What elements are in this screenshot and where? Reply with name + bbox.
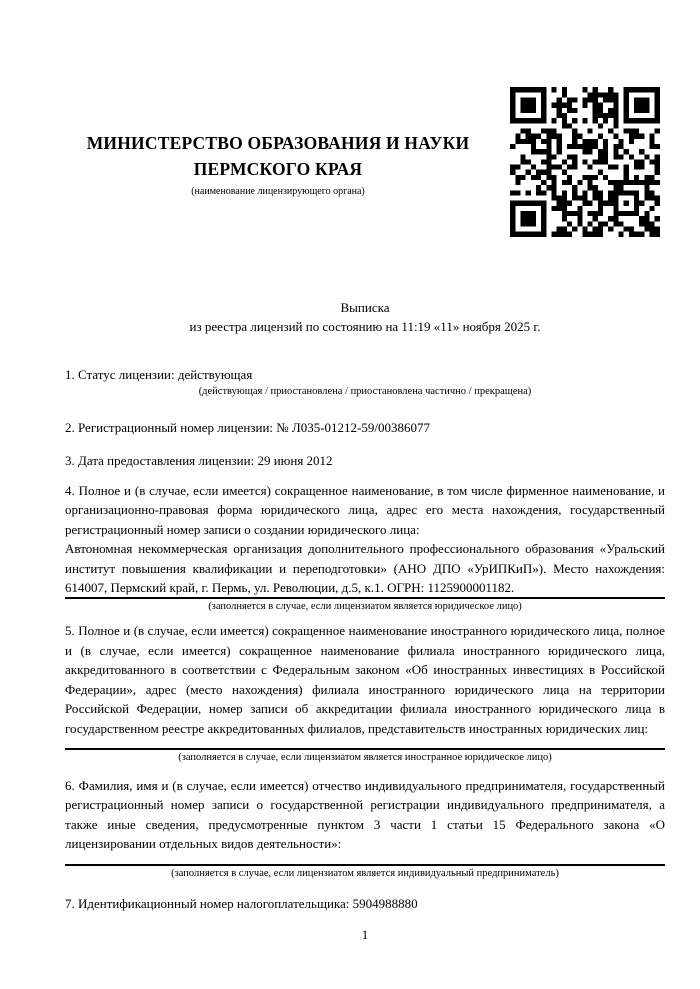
legal-entity-label: 4. Полное и (в случае, если имеется) сокращенное наименование, в том числе фирменное наименование, и организационно-правовая форма юридического лица, адрес его места нахождения, государственный регистрационный номер записи о создании юридического лица: — [65, 483, 665, 537]
licensing-authority-block — [65, 82, 505, 198]
license-grant-date-text: 3. Дата предоставления лицензии: 29 июня 2012 — [65, 452, 333, 468]
foreign-entity-ruled-block — [65, 621, 665, 749]
legal-entity-caption: (заполняется в случае, если лицензиатом является юридическое лицо) — [208, 601, 522, 613]
document-title-line1: Выписка — [340, 300, 390, 315]
ministry-name — [65, 130, 491, 182]
page-number: 1 — [361, 926, 369, 942]
qr-code-icon — [505, 82, 665, 242]
entrepreneur-ruled-block — [65, 776, 665, 866]
item-legal-entity-info — [65, 481, 665, 615]
item-registration-number — [65, 418, 665, 437]
foreign-entity-label: 5. Полное и (в случае, если имеется) сокращенное наименование иностранного юридического лица, полное и (в случае, если имеется) сокращенное наименование филиала иностранного юридического лица, аккредитованного в соответствии с Федеральным законом «Об иностранных инвестициях в Российской Федерации», адрес (место нахождения) филиала иностранного юридического лица на территории Российской Федерации, номер записи об аккредитации филиала иностранного юридического лица в государственном реестре аккредитованных филиалов, представительств иностранных юридических лиц: — [65, 623, 665, 736]
license-status-text: 1. Статус лицензии: действующая — [65, 366, 253, 382]
item-individual-entrepreneur-info — [65, 776, 665, 882]
foreign-entity-caption: (заполняется в случае, если лицензиатом является иностранное юридическое лицо) — [178, 751, 552, 763]
qr-code-image — [505, 82, 665, 242]
document-title — [65, 298, 665, 337]
entrepreneur-value — [65, 854, 665, 864]
ministry-name-line1: МИНИСТЕРСТВО ОБРАЗОВАНИЯ И НАУКИ — [86, 133, 470, 153]
legal-entity-value: Автономная некоммерческая организация дополнительного профессионального образования «Уральский институт повышения квалификации и переподготовки» (АНО ДПО «УрИПКиП»). Место нахождения: 614007, Пермский край, г. Пермь, ул. Революции, д.5, к.1. ОГРН: 1125900001182. — [65, 541, 665, 596]
entrepreneur-caption: (заполняется в случае, если лицензиатом является индивидуальный предприниматель) — [171, 867, 559, 879]
item-license-status — [65, 365, 665, 400]
foreign-entity-value — [65, 738, 665, 748]
document-header — [65, 82, 665, 242]
license-status-caption: (действующая / приостановлена / приостановлена частично / прекращена) — [198, 386, 532, 398]
entrepreneur-label: 6. Фамилия, имя и (в случае, если имеется) отчество индивидуального предпринимателя, государственный регистрационный номер записи о государственной регистрации индивидуального предпринимателя, а также иные сведения, предусмотренные пунктом 3 части 1 статьи 15 Федерального закона «О лицензировании отдельных видов деятельности»: — [65, 777, 665, 852]
ministry-name-line2: ПЕРМСКОГО КРАЯ — [193, 159, 363, 179]
registration-number-text: 2. Регистрационный номер лицензии: № Л035-01212-59/00386077 — [65, 420, 431, 436]
taxpayer-id-text: 7. Идентификационный номер налогоплательщика: 5904988880 — [65, 895, 418, 911]
ministry-caption: (наименование лицензирующего органа) — [191, 186, 365, 197]
document-title-line2: из реестра лицензий по состоянию на 11:19 «11» ноября 2025 г. — [189, 319, 541, 335]
item-license-grant-date — [65, 451, 665, 470]
item-taxpayer-id — [65, 894, 665, 913]
legal-entity-ruled-block — [65, 481, 665, 599]
item-foreign-entity-info — [65, 621, 665, 765]
